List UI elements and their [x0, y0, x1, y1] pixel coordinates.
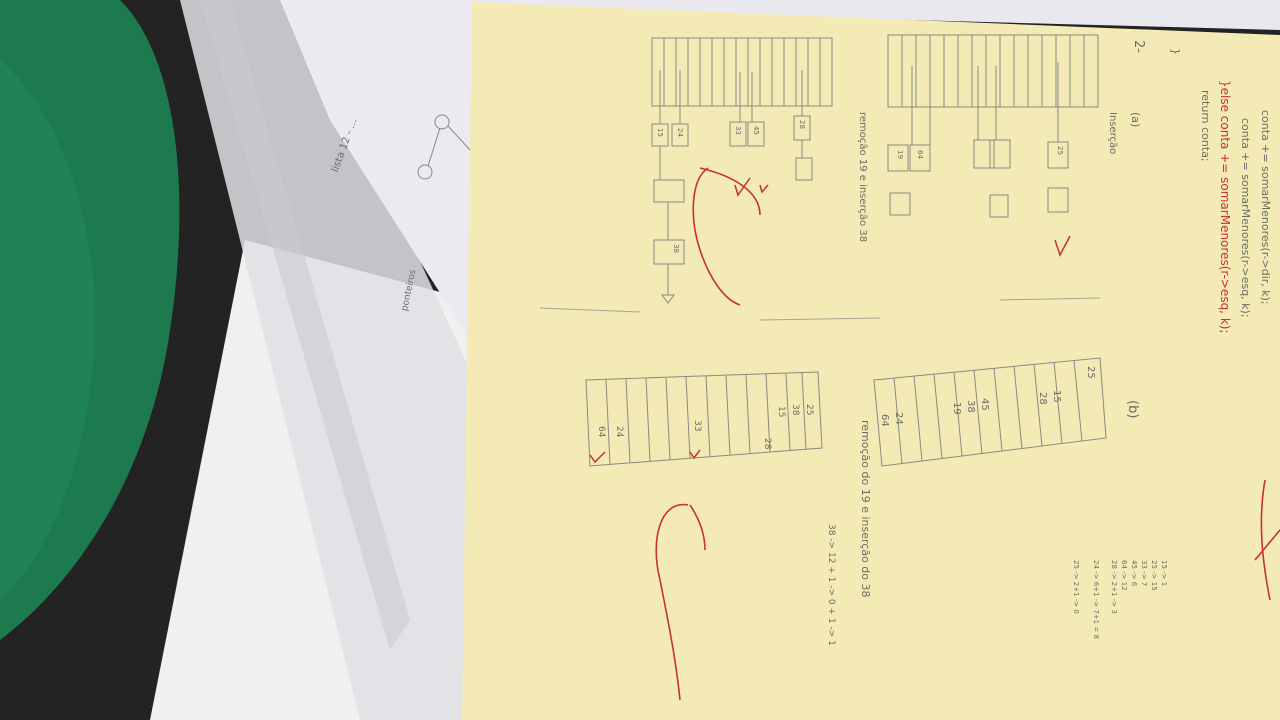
background-sheet-label: lista 12 - ... — [330, 117, 360, 174]
side-calc: 64 -> 12 — [1120, 560, 1128, 591]
node-value: 28 — [798, 120, 806, 129]
code-line-4: return conta; — [1199, 90, 1212, 162]
code-line-2: conta += somarMenores(r->esq, k); — [1239, 118, 1252, 318]
node-value: 25 — [1056, 146, 1064, 155]
table-value: 28 — [1037, 392, 1048, 405]
part-b-formula: 38 -> 12 + 1 -> 0 + 1 -> 1 — [826, 524, 836, 646]
side-calc: 45 -> 6 — [1130, 560, 1138, 587]
side-calc: 33 -> 7 — [1140, 560, 1148, 587]
part-a-removal-note: remoção 19 e inserção 38 — [857, 112, 868, 243]
table-value: 19 — [951, 402, 962, 415]
side-calc: 25 -> 15 — [1150, 560, 1158, 591]
table2-value: 38 — [790, 404, 800, 416]
part-b-label: (b) — [1125, 400, 1140, 419]
table-value: 15 — [1051, 390, 1062, 403]
side-calc: 28 -> 2+1 -> 3 — [1110, 560, 1118, 614]
table2-value: 24 — [614, 426, 624, 438]
code-line-1: conta += somarMenores(r->dir, k); — [1259, 110, 1272, 305]
part-b-removal-note: remoção do 19 e inserção do 38 — [859, 420, 872, 598]
table-value: 25 — [1085, 366, 1096, 379]
side-calc: 24 -> 6+1 -> 7+1 = 8 — [1092, 560, 1100, 639]
node-value: 45 — [752, 126, 760, 135]
code-line-3: }else conta += somarMenores(r->esq, k); — [1218, 80, 1232, 334]
part-a-label: (a) — [1129, 112, 1142, 128]
background-sheet-note: ponteiros — [400, 268, 419, 313]
node-value: 64 — [916, 150, 924, 159]
table2-value: 64 — [596, 426, 606, 438]
section-number: 2- — [1131, 40, 1146, 53]
node-value: 38 — [672, 244, 680, 253]
table-value: 64 — [879, 414, 890, 427]
part-a-caption: Inserção — [1107, 112, 1118, 155]
node-value: 15 — [656, 128, 664, 137]
table2-value: 15 — [776, 406, 786, 418]
table2-value: 28 — [762, 438, 772, 450]
side-calc: 15 -> 1 — [1160, 560, 1168, 587]
side-calc: 25 -> 2+1 -> 0 — [1072, 560, 1080, 614]
node-value: 33 — [734, 126, 742, 135]
node-value: 24 — [676, 128, 684, 137]
table2-value: 33 — [692, 420, 702, 432]
code-line-5: } — [1169, 48, 1182, 55]
table2-value: 25 — [804, 404, 814, 416]
table-value: 24 — [893, 412, 904, 425]
table-value: 38 — [965, 400, 976, 413]
table-value: 45 — [979, 398, 990, 411]
node-value: 19 — [896, 150, 904, 159]
